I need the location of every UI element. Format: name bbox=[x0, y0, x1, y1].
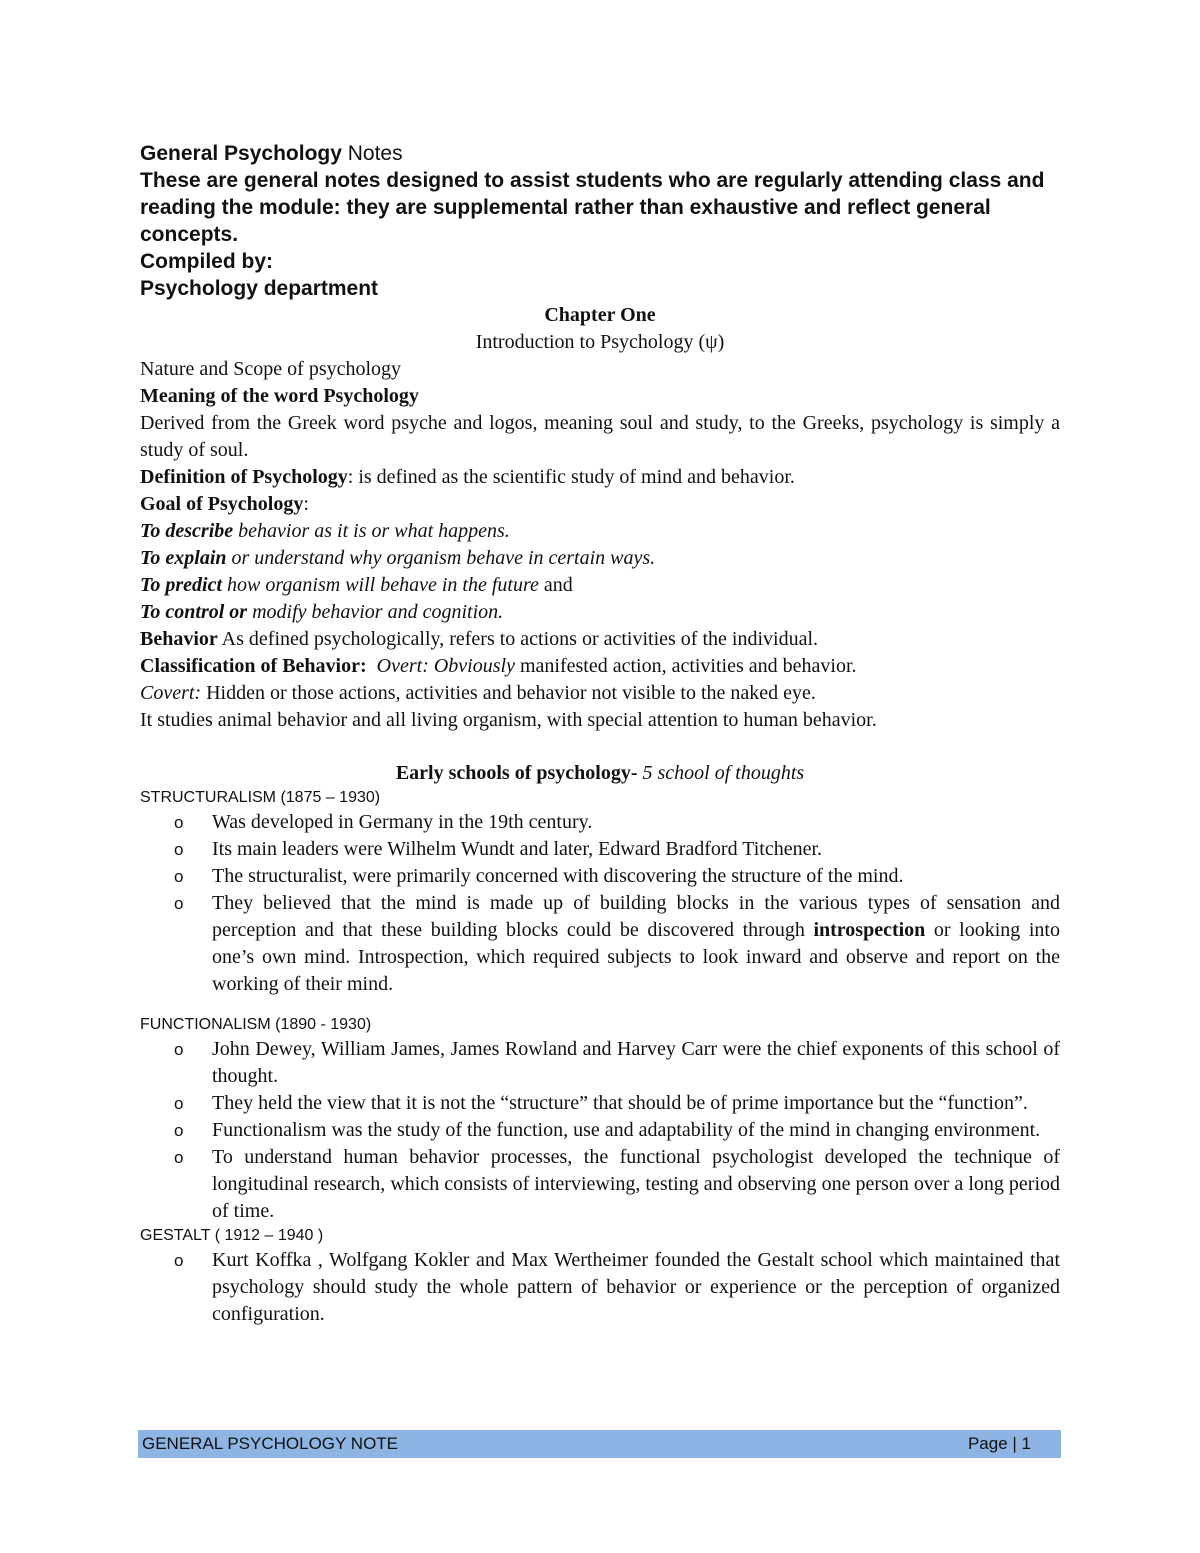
list-item: o Functionalism was the study of the function, use and adaptability of the mind in changing environment. bbox=[212, 1117, 1060, 1144]
bullet-icon: o bbox=[174, 813, 184, 832]
functionalism-label: FUNCTIONALISM (1890 - 1930) bbox=[140, 1016, 372, 1033]
goal-item: To predict how organism will behave in the future and bbox=[140, 574, 573, 596]
nature-scope: Nature and Scope of psychology bbox=[140, 358, 402, 380]
compiled-by: Compiled by: bbox=[140, 250, 274, 273]
meaning-heading: Meaning of the word Psychology bbox=[140, 385, 419, 407]
footer-title: GENERAL PSYCHOLOGY NOTE bbox=[142, 1434, 399, 1453]
intro-paragraph: These are general notes designed to assist students who are regularly attending class and reading the module: they are supplemental rather than exhaustive and reflect general concepts. bbox=[140, 169, 1045, 246]
bullet-icon: o bbox=[174, 840, 184, 859]
bullet-icon: o bbox=[174, 1121, 184, 1140]
bullet-icon: o bbox=[174, 1094, 184, 1113]
goal-heading: Goal of Psychology: bbox=[140, 493, 309, 515]
functionalism-list bbox=[140, 1036, 1060, 1225]
bullet-icon: o bbox=[174, 867, 184, 886]
bullet-icon: o bbox=[174, 894, 184, 913]
document-page bbox=[140, 140, 1060, 1328]
page-footer bbox=[138, 1430, 1061, 1458]
gestalt-label: GESTALT ( 1912 – 1940 ) bbox=[140, 1227, 324, 1244]
bullet-icon: o bbox=[174, 1040, 184, 1059]
behavior-paragraph: Behavior As defined psychologically, refers to actions or activities of the individual. bbox=[140, 628, 818, 650]
list-item: o Was developed in Germany in the 19th century. bbox=[212, 809, 1060, 836]
list-item: o Its main leaders were Wilhelm Wundt and later, Edward Bradford Titchener. bbox=[212, 836, 1060, 863]
covert-paragraph: Covert: Hidden or those actions, activities and behavior not visible to the naked eye. bbox=[140, 682, 816, 704]
structuralism-label: STRUCTURALISM (1875 – 1930) bbox=[140, 789, 381, 806]
list-item: o To understand human behavior processes, the functional psychologist developed the technique of longitudinal research, which consists of interviewing, testing and observing one person over a long period of time. bbox=[174, 1146, 1060, 1222]
department: Psychology department bbox=[140, 277, 379, 300]
spacer bbox=[140, 998, 1060, 1014]
goal-item: To explain or understand why organism behave in certain ways. bbox=[140, 547, 656, 569]
doc-title: General Psychology Notes bbox=[140, 142, 403, 165]
spacer bbox=[140, 734, 1060, 760]
list-item: o They believed that the mind is made up of building blocks in the various types of sensation and perception and that these building blocks could be discovered through introspection or looking into one’s own mind. Introspection, which required subjects to look inward and observe and report on the working of their mind. bbox=[174, 892, 1060, 995]
goal-item: To control or modify behavior and cognition. bbox=[140, 601, 504, 623]
structuralism-list bbox=[140, 809, 1060, 998]
list-item: o They held the view that it is not the “structure” that should be of prime importance but the “function”. bbox=[212, 1090, 1060, 1117]
bullet-icon: o bbox=[174, 1148, 184, 1167]
chapter-heading: Chapter One bbox=[544, 304, 656, 326]
goal-item: To describe behavior as it is or what happens. bbox=[140, 520, 510, 542]
meaning-text: Derived from the Greek word psyche and logos, meaning soul and study, to the Greeks, psychology is simply a study of soul. bbox=[140, 412, 1060, 461]
chapter-subtitle: Introduction to Psychology (ψ) bbox=[475, 331, 725, 353]
page-number: Page | 1 bbox=[967, 1434, 1031, 1453]
list-item: o The structuralist, were primarily concerned with discovering the structure of the mind. bbox=[212, 863, 1060, 890]
definition-paragraph: Definition of Psychology: is defined as the scientific study of mind and behavior. bbox=[140, 466, 795, 488]
bullet-icon: o bbox=[174, 1251, 184, 1270]
studies-paragraph: It studies animal behavior and all living organism, with special attention to human behavior. bbox=[140, 709, 877, 731]
gestalt-list bbox=[140, 1247, 1060, 1328]
schools-heading: Early schools of psychology- 5 school of thoughts bbox=[395, 762, 805, 784]
classification-paragraph: Classification of Behavior: Overt: Obviously manifested action, activities and behavior. bbox=[140, 655, 857, 677]
list-item: o Kurt Koffka , Wolfgang Kokler and Max Wertheimer founded the Gestalt school which maintained that psychology should study the whole pattern of behavior or experience or the perception of organized configuration. bbox=[174, 1249, 1060, 1325]
list-item: o John Dewey, William James, James Rowland and Harvey Carr were the chief exponents of this school of thought. bbox=[174, 1038, 1060, 1087]
